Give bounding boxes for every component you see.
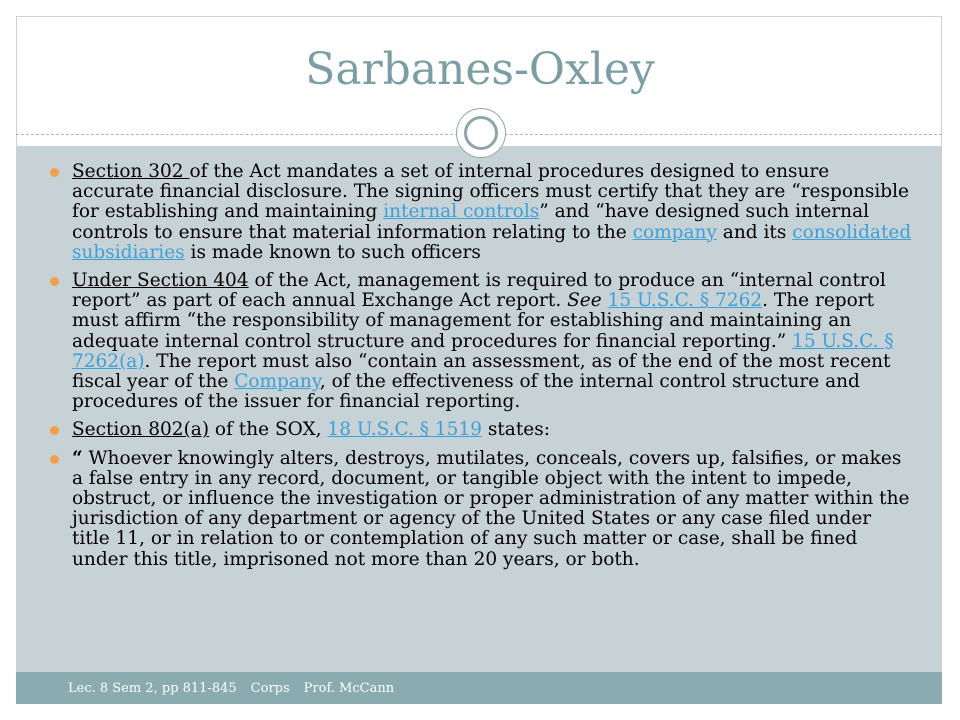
text-run: ” and “have designed such internal controls to ensure that material information relating to the — [72, 201, 870, 243]
bullet-dot-icon — [50, 168, 59, 177]
text-run: of the Act, management is required to produce an “internal control report” as part of each annual Exchange Act report. — [72, 270, 886, 312]
slide-title: Sarbanes-Oxley — [305, 44, 655, 95]
bullet-dot-icon — [50, 426, 59, 435]
link-15-usc-7262[interactable]: 15 U.S.C. § 7262 — [607, 290, 763, 312]
footer-course: Corps — [250, 681, 290, 696]
link-18-usc-1519[interactable]: 18 U.S.C. § 1519 — [327, 419, 482, 441]
bullet-item-section-802 — [48, 420, 914, 440]
link-company[interactable]: company — [632, 221, 717, 243]
link-company-2[interactable]: Company — [234, 371, 320, 393]
link-15-usc-7262a[interactable]: 15 U.S.C. § 7262(a) — [72, 330, 894, 372]
bullet-item-section-404 — [48, 271, 914, 412]
section-302-heading: Section 302 — [72, 161, 190, 182]
section-802-heading: Section 802(a) — [72, 419, 210, 441]
text-run: and its — [716, 221, 793, 243]
text-run: states: — [481, 419, 550, 441]
bullet-item-statute-quote — [48, 449, 914, 570]
open-quote: “ — [72, 447, 83, 469]
section-404-heading: Under Section 404 — [72, 270, 249, 292]
see-signal: See — [567, 290, 602, 312]
footer — [68, 681, 408, 696]
text-run: of the Act mandates a set of internal procedures designed to ensure accurate financial disclosure. The signing officers must certify that they are “responsible for establishing and maintaining — [72, 161, 909, 223]
text-run: is made known to such officers — [184, 241, 481, 263]
footer-instructor: Prof. McCann — [303, 681, 395, 696]
statute-quote-text: Whoever knowingly alters, destroys, mutilates, conceals, covers up, falsifies, or makes a false entry in any record, document, or tangible object with the intent to impede, obstruct, or influence the investigation or proper administration of any matter within the jurisdiction of any department or agency of the United States or any case filed under title 11, or in relation to or contemplation of any such matter or case, shall be fined under this title, imprisoned not more than 20 years, or both. — [72, 447, 910, 570]
text-run: , of the effectiveness of the internal control structure and procedures of the issuer for financial reporting. — [72, 371, 860, 413]
text-run: of the SOX, — [209, 419, 328, 441]
text-run: . The report must also “contain an assessment, as of the end of the most recent fiscal year of the — [72, 350, 891, 393]
bullet-list — [48, 162, 914, 578]
text-run: . The report must affirm “the responsibility of management for establishing and maintaining an adequate internal control structure and procedures for financial reporting.” — [72, 290, 875, 352]
bullet-item-section-302 — [48, 162, 914, 263]
title-ring-icon — [456, 108, 506, 158]
link-internal-controls[interactable]: internal controls — [383, 201, 540, 223]
bullet-dot-icon — [50, 455, 59, 464]
link-consolidated-subsidiaries[interactable]: consolidated subsidiaries — [72, 221, 912, 263]
bullet-dot-icon — [50, 277, 59, 286]
footer-lecture: Lec. 8 Sem 2, pp 811-845 — [68, 681, 237, 696]
